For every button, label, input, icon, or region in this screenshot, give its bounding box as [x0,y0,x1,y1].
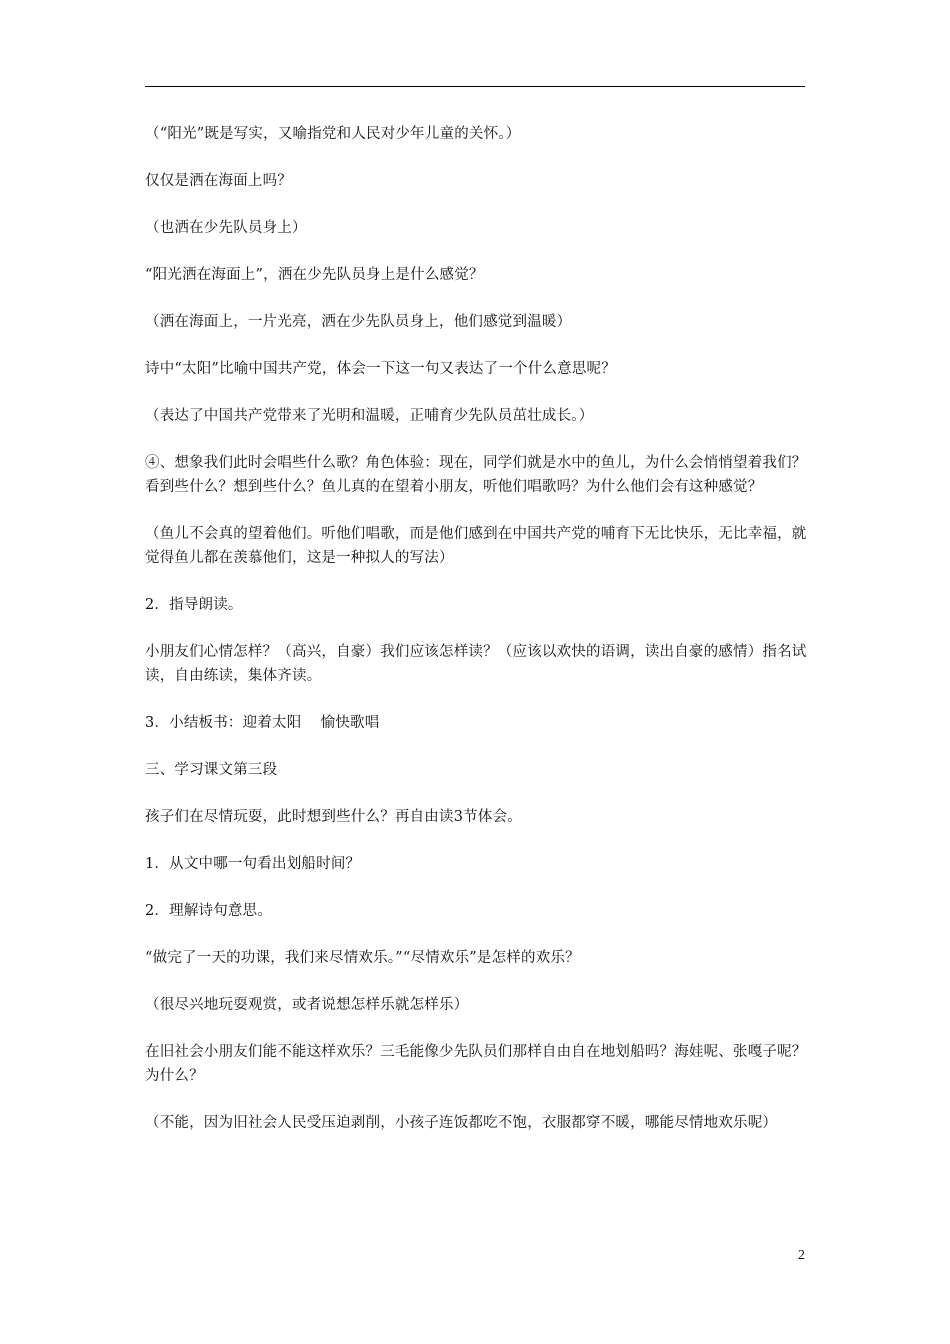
paragraph: “阳光洒在海面上”，洒在少先队员身上是什么感觉？ [145,267,484,283]
paragraph: 3．小结板书：迎着太阳 愉快歌唱 [145,715,380,731]
paragraph: （洒在海面上，一片光亮，洒在少先队员身上，他们感觉到温暖） [145,314,572,330]
paragraph: （不能，因为旧社会人民受压迫剥削，小孩子连饭都吃不饱，衣服都穿不暖，哪能尽情地欢乐呢） [145,1115,778,1131]
paragraph: 2．理解诗句意思。 [145,903,273,919]
paragraph: 2．指导朗读。 [145,597,243,613]
paragraph: 诗中“太阳”比喻中国共产党，体会一下这一句又表达了一个什么意思呢？ [145,361,616,377]
header-rule [145,86,805,87]
page-number: 2 [798,1248,805,1263]
paragraph: （“阳光”既是写实，又喻指党和人民对少年儿童的关怀。） [145,126,521,142]
paragraph: 小朋友们心情怎样？（高兴，自豪）我们应该怎样读？（应该以欢快的语调，读出自豪的感情）指名试读，自由练读，集体齐读。 [145,644,807,684]
document-body [145,122,810,1158]
paragraph: （很尽兴地玩耍观赏，或者说想怎样乐就怎样乐） [145,997,469,1013]
paragraph: 孩子们在尽情玩耍，此时想到些什么？再自由读3节体会。 [145,809,522,825]
paragraph: 在旧社会小朋友们能不能这样欢乐？三毛能像少先队员们那样自由自在地划船吗？海娃呢、张嘎子呢？为什么？ [145,1044,807,1084]
section-heading: 三、学习课文第三段 [145,762,278,778]
paragraph: 仅仅是洒在海面上吗？ [145,173,292,189]
paragraph: （表达了中国共产党带来了光明和温暖，正哺育少先队员茁壮成长。） [145,408,594,424]
paragraph: （鱼儿不会真的望着他们。听他们唱歌，而是他们感到在中国共产党的哺育下无比快乐，无比幸福，就觉得鱼儿都在羡慕他们，这是一种拟人的写法） [145,526,807,566]
paragraph: （也洒在少先队员身上） [145,220,307,236]
paragraph: “做完了一天的功课，我们来尽情欢乐。”“尽情欢乐”是怎样的欢乐？ [145,950,580,966]
paragraph: ④、想象我们此时会唱些什么歌？角色体验：现在，同学们就是水中的鱼儿，为什么会悄悄望着我们？看到些什么？想到些什么？鱼儿真的在望着小朋友，听他们唱歌吗？为什么他们会有这种感觉？ [145,455,807,495]
paragraph: 1．从文中哪一句看出划船时间？ [145,856,361,872]
